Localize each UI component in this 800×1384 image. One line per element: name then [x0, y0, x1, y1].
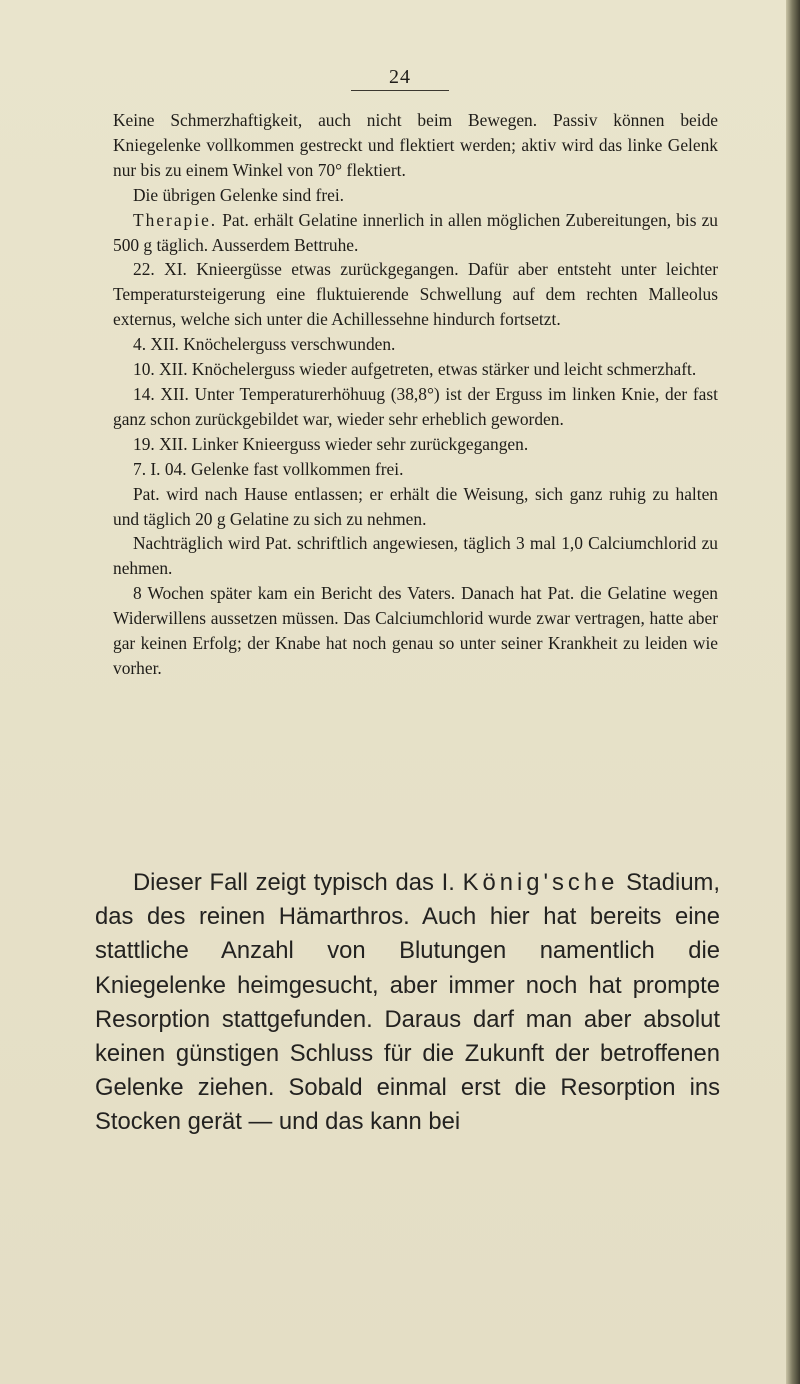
discussion-text-2: Stadium, das des reinen Hämarthros. Auch hier hat bereits eine stattliche Anzahl von Blutungen namentlich die Kniegelenke heimgesucht, aber immer noch hat prompte Resorption stattgefunden. Daraus darf man aber absolut keinen günstigen Schluss für die Zukunft der betroffenen Gelenke ziehen. Sobald einmal erst die Resorption ins Stocken gerät — und das kann bei [95, 869, 720, 1136]
page-edge-shadow [786, 0, 800, 1384]
paragraph-report: 8 Wochen später kam ein Bericht des Vaters. Danach hat Pat. die Gelatine wegen Widerwillens aussetzen müssen. Das Calciumchlorid wurde zwar vertragen, hatte aber gar keinen Erfolg; der Knabe hat noch genau so unter seiner Krankheit zu leiden wie vorher. [113, 583, 718, 678]
therapy-text: Pat. erhält Gelatine innerlich in allen möglichen Zubereitungen, bis zu 500 g täglich. Ausserdem Bettruhe. [113, 209, 718, 255]
paragraph-therapy [113, 208, 718, 258]
paragraph-discharge: Pat. wird nach Hause entlassen; er erhält die Weisung, sich ganz ruhig zu halten und täglich 20 g Gelatine zu sich zu nehmen. [113, 483, 718, 529]
entry-4-xii: 4. XII. Knöchelerguss verschwunden. [133, 334, 396, 355]
therapy-label: Therapie. [133, 209, 218, 230]
entry-14-xii: 14. XII. Unter Temperaturerhöhuug (38,8°) ist der Erguss im linken Knie, der fast ganz schon zurückgebildet war, wieder sehr erheblich geworden. [113, 383, 718, 429]
paragraph-calcium: Nachträglich wird Pat. schriftlich angewiesen, täglich 3 mal 1,0 Calciumchlorid zu nehmen. [113, 533, 718, 579]
paragraph-joints: Die übrigen Gelenke sind frei. [133, 184, 345, 205]
discussion-paragraph [95, 866, 720, 1140]
paragraph-findings: Keine Schmerzhaftigkeit, auch nicht beim Bewegen. Passiv können beide Kniegelenke vollkommen gestreckt und flektiert werden; aktiv wird das linke Gelenk nur bis zu einem Winkel von 70° flektiert. [113, 110, 718, 180]
entry-19-xii: 19. XII. Linker Knieerguss wieder sehr zurückgegangen. [133, 433, 529, 454]
discussion [95, 866, 720, 1140]
discussion-text-1: Dieser Fall zeigt typisch das I. [133, 869, 463, 896]
entry-7-i-04: 7. I. 04. Gelenke fast vollkommen frei. [133, 458, 404, 479]
entry-10-xii: 10. XII. Knöchelerguss wieder aufgetreten, etwas stärker und leicht schmerzhaft. [133, 359, 697, 380]
author-name: König'sche [462, 869, 619, 896]
case-notes [113, 108, 718, 681]
entry-22-xi: 22. XI. Knieergüsse etwas zurückgegangen. Dafür aber entsteht unter leichter Temperatursteigerung eine fluktuierende Schwellung auf dem rechten Malleolus externus, welche sich unter die Achillessehne hindurch fortsetzt. [113, 259, 718, 330]
page-number: 24 [0, 66, 800, 89]
